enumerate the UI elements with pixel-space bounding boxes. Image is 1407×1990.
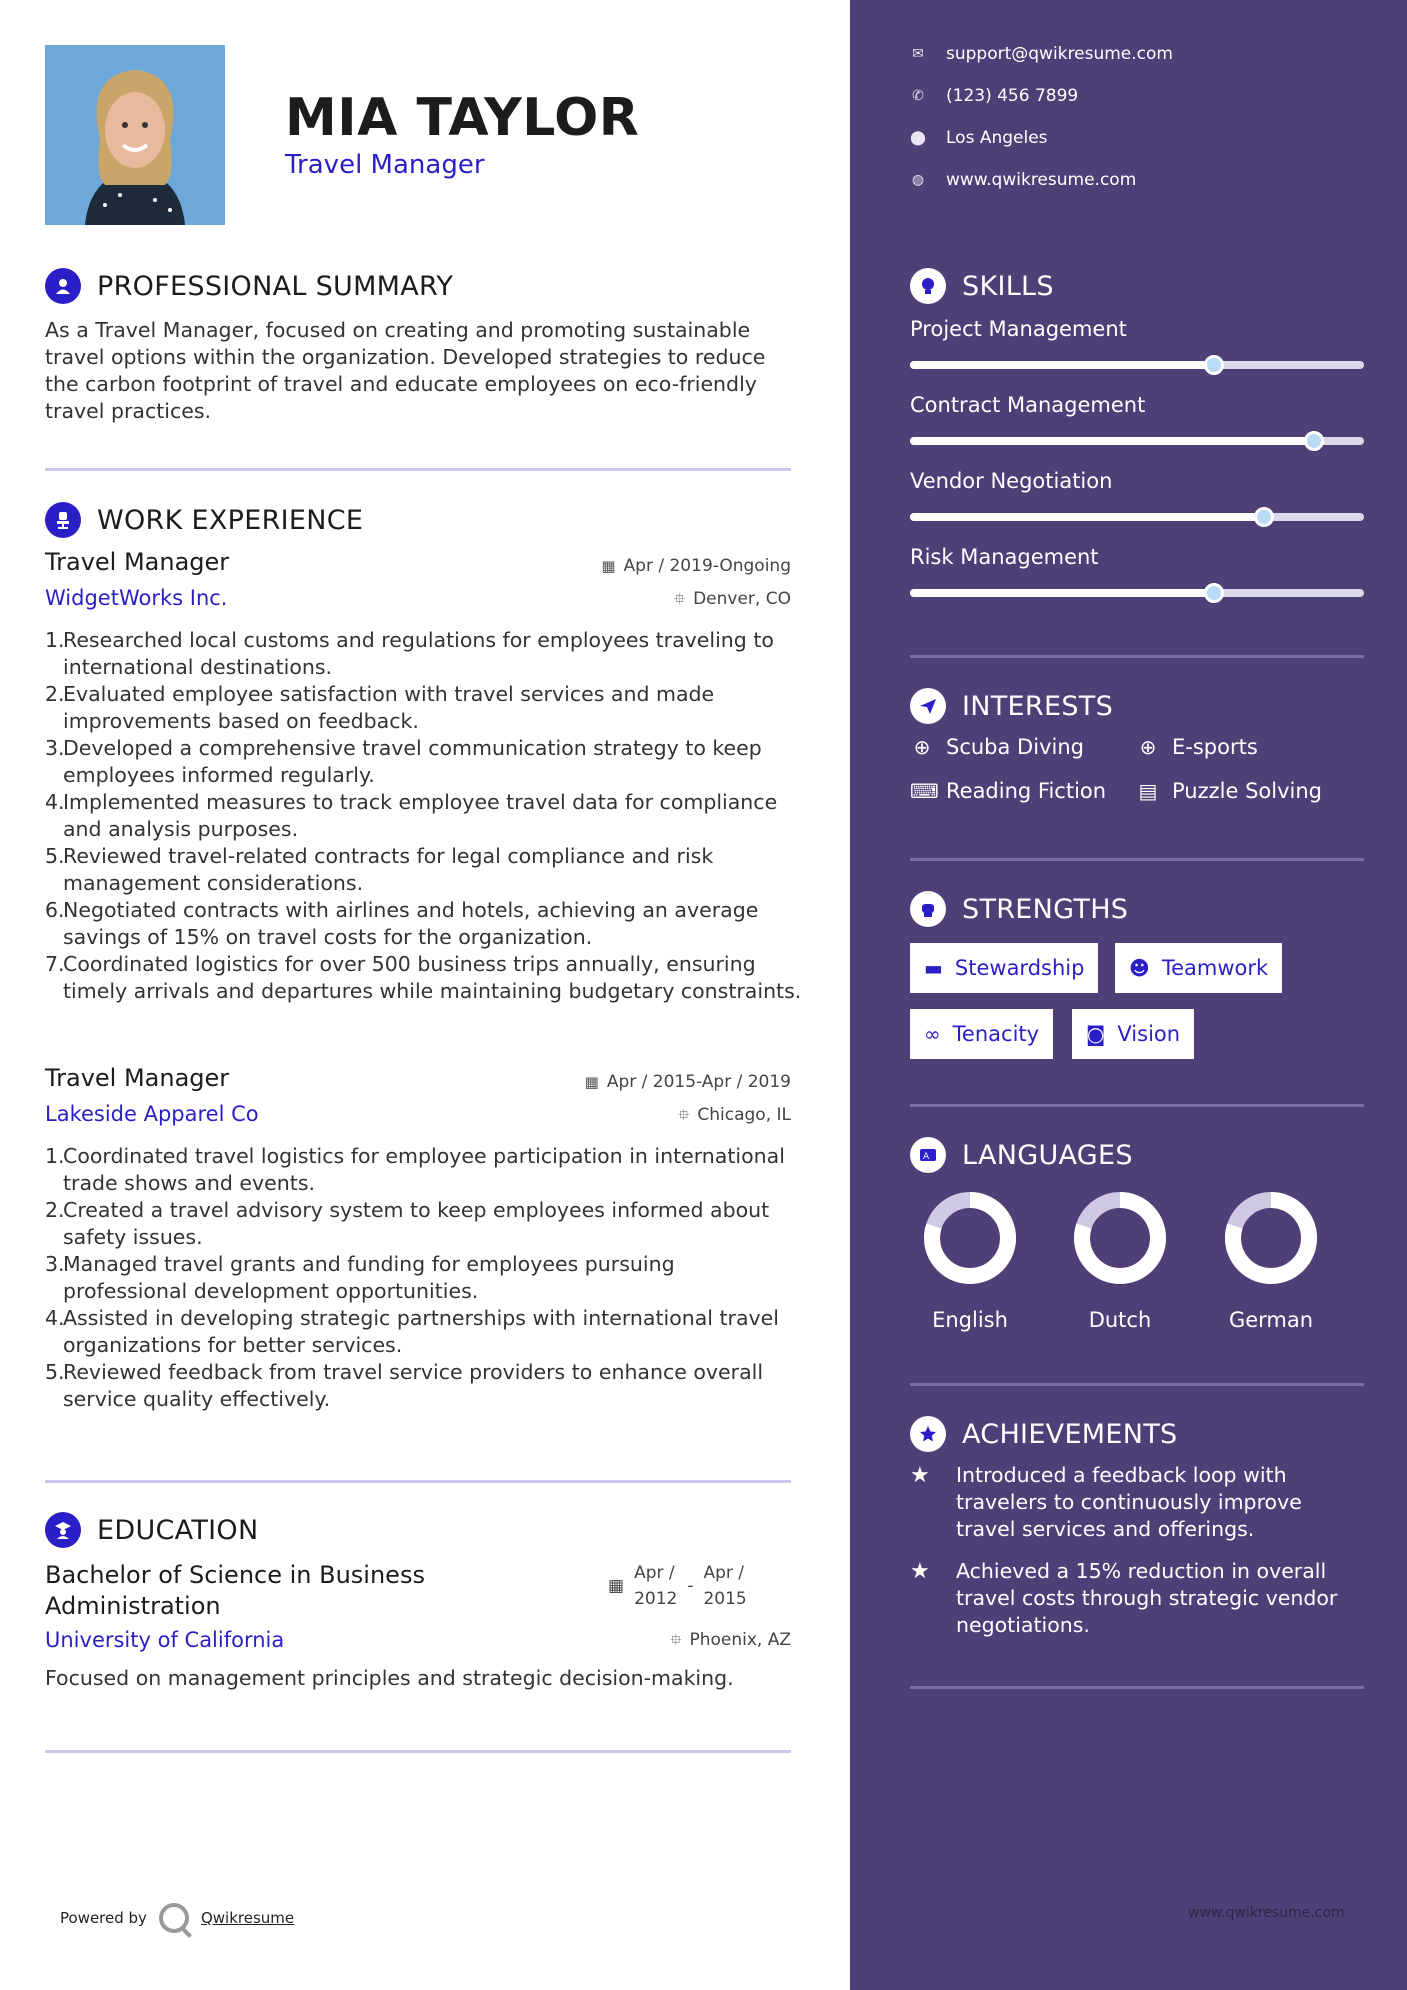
end-month: Apr / bbox=[703, 1563, 745, 1583]
calendar-icon: ▦ bbox=[584, 1073, 599, 1091]
users-icon: ☻ bbox=[1129, 956, 1150, 980]
strengths-title: STRENGTHS bbox=[962, 893, 1129, 925]
lifebuoy-icon: ⊕ bbox=[1139, 735, 1157, 759]
list-item: Developed a comprehensive travel communication strategy to keep employees informed regularly. bbox=[63, 736, 762, 787]
skill-knob bbox=[1304, 431, 1324, 451]
fist-icon bbox=[910, 891, 946, 927]
strength-chip bbox=[910, 1009, 1053, 1059]
education-heading bbox=[45, 1512, 258, 1548]
skill-fill bbox=[910, 513, 1264, 521]
book-icon: ▤ bbox=[1138, 779, 1158, 803]
contact-website[interactable] bbox=[910, 170, 1136, 190]
section-divider bbox=[910, 858, 1364, 861]
achievement-item bbox=[910, 1462, 1364, 1543]
contact-website-text: www.qwikresume.com bbox=[946, 170, 1137, 190]
interest-label: Scuba Diving bbox=[946, 735, 1084, 759]
person-role: Travel Manager bbox=[285, 150, 485, 180]
powered-by bbox=[60, 1903, 294, 1933]
company-name: WidgetWorks Inc. bbox=[45, 586, 228, 610]
interest-item bbox=[910, 735, 1084, 759]
powered-by-label: Powered by bbox=[60, 1909, 147, 1927]
job-bullets bbox=[45, 627, 805, 1005]
section-divider bbox=[45, 1750, 791, 1753]
degree-line: Administration bbox=[45, 1592, 221, 1620]
school-name: University of California bbox=[45, 1628, 285, 1652]
job-dates-text: Apr / 2019-Ongoing bbox=[623, 556, 791, 576]
lifebuoy-icon: ⊕ bbox=[913, 735, 931, 759]
degree-line: Bachelor of Science in Business bbox=[45, 1561, 425, 1589]
strength-label: Tenacity bbox=[952, 1022, 1040, 1046]
contact-phone[interactable] bbox=[910, 86, 1078, 106]
section-divider bbox=[45, 468, 791, 471]
skill-name: Contract Management bbox=[910, 393, 1146, 417]
skill-fill bbox=[910, 437, 1314, 445]
list-item: Created a travel advisory system to keep employees informed about safety issues. bbox=[63, 1198, 770, 1249]
interest-item bbox=[910, 779, 1106, 803]
start-year: 2012 bbox=[634, 1589, 678, 1609]
list-item: Implemented measures to track employee travel data for compliance and analysis purposes. bbox=[63, 790, 778, 841]
interests-title: INTERESTS bbox=[962, 690, 1114, 722]
summary-text: As a Travel Manager, focused on creating and promoting sustainable travel options within the organization. Developed strategies to reduce the carbon footprint of travel and educate employees on eco-friendly travel practices. bbox=[45, 318, 766, 423]
language-ring bbox=[1223, 1190, 1319, 1286]
gamepad-icon: ⌨ bbox=[910, 779, 939, 803]
strength-chip bbox=[1072, 1009, 1194, 1059]
skill-fill bbox=[910, 589, 1214, 597]
job-title: Travel Manager bbox=[45, 1064, 230, 1092]
skill-name: Risk Management bbox=[910, 545, 1099, 569]
date-dash: - bbox=[687, 1576, 694, 1596]
skills-title: SKILLS bbox=[962, 270, 1054, 302]
experience-heading bbox=[45, 502, 363, 538]
interest-label: Puzzle Solving bbox=[1172, 779, 1322, 803]
language-icon bbox=[910, 1137, 946, 1173]
section-divider bbox=[910, 1104, 1364, 1107]
globe-icon: ◍ bbox=[911, 172, 925, 188]
list-item: Reviewed travel-related contracts for legal compliance and risk management considerations. bbox=[63, 844, 714, 895]
language-ring bbox=[922, 1190, 1018, 1286]
end-year: 2015 bbox=[703, 1589, 747, 1609]
skill-knob bbox=[1254, 507, 1274, 527]
skill-name: Vendor Negotiation bbox=[910, 469, 1113, 493]
list-item: Negotiated contracts with airlines and hotels, achieving an average savings of 15% on travel costs for the organization. bbox=[63, 898, 759, 949]
achievements-heading bbox=[910, 1416, 1178, 1452]
skills-heading bbox=[910, 268, 1054, 304]
qwikresume-logo-icon bbox=[159, 1903, 189, 1933]
education-title: EDUCATION bbox=[97, 1514, 259, 1546]
section-divider bbox=[45, 1480, 791, 1483]
summary-title: PROFESSIONAL SUMMARY bbox=[97, 270, 454, 302]
job-location bbox=[674, 589, 791, 614]
list-item: Reviewed feedback from travel service providers to enhance overall service quality effectively. bbox=[63, 1360, 764, 1411]
achievement-item bbox=[910, 1558, 1364, 1639]
job-bullets bbox=[45, 1143, 805, 1413]
svg-text:A: A bbox=[923, 1152, 930, 1162]
language-ring bbox=[1072, 1190, 1168, 1286]
list-item: Evaluated employee satisfaction with travel services and made improvements based on feedback. bbox=[63, 682, 715, 733]
language-item bbox=[905, 1190, 1035, 1332]
language-label: Dutch bbox=[1088, 1308, 1152, 1332]
languages-heading bbox=[910, 1137, 1133, 1173]
job-location bbox=[678, 1105, 791, 1130]
start-date bbox=[634, 1560, 677, 1612]
brand-link[interactable]: Qwikresume bbox=[200, 1909, 295, 1927]
calendar-icon: ▦ bbox=[601, 557, 616, 575]
pin-icon: ⯐ bbox=[670, 1631, 682, 1649]
shooting-star-icon: ★ bbox=[910, 1463, 930, 1488]
achievement-text: Achieved a 15% reduction in overall travel costs through strategic vendor negotiations. bbox=[956, 1559, 1338, 1637]
summary-heading bbox=[45, 268, 453, 304]
calendar-icon: ▦ bbox=[608, 1576, 625, 1596]
skill-bar bbox=[910, 589, 1364, 597]
strengths-heading bbox=[910, 891, 1128, 927]
start-month: Apr / bbox=[634, 1563, 675, 1583]
interest-item bbox=[1136, 735, 1258, 759]
strength-label: Teamwork bbox=[1161, 956, 1269, 980]
job-dates-text: Apr / 2015-Apr / 2019 bbox=[606, 1072, 791, 1092]
link-icon: ∞ bbox=[924, 1022, 941, 1046]
job-title: Travel Manager bbox=[45, 548, 230, 576]
binoculars-icon: ◙ bbox=[1086, 1022, 1106, 1046]
education-dates bbox=[608, 1560, 747, 1612]
achievement-text: Introduced a feedback loop with travelers to continuously improve travel services and offerings. bbox=[956, 1463, 1302, 1541]
experience-title: WORK EXPERIENCE bbox=[97, 504, 364, 536]
company-name: Lakeside Apparel Co bbox=[45, 1102, 259, 1126]
star-badge-icon bbox=[910, 1416, 946, 1452]
job-location-text: Chicago, IL bbox=[697, 1105, 791, 1125]
education-location-text: Phoenix, AZ bbox=[689, 1630, 791, 1650]
interest-label: Reading Fiction bbox=[946, 779, 1107, 803]
interest-label: E-sports bbox=[1172, 735, 1258, 759]
job-dates bbox=[601, 556, 791, 576]
language-item bbox=[1055, 1190, 1185, 1332]
list-item: Coordinated travel logistics for employee participation in international trade shows and events. bbox=[63, 1144, 785, 1195]
user-icon bbox=[45, 268, 81, 304]
office-chair-icon bbox=[45, 502, 81, 538]
shooting-star-icon: ★ bbox=[910, 1559, 930, 1584]
section-divider bbox=[910, 655, 1364, 658]
pin-icon: ⯐ bbox=[673, 590, 686, 608]
paper-plane-icon bbox=[910, 688, 946, 724]
interest-item bbox=[1136, 779, 1322, 803]
degree-title bbox=[45, 1560, 425, 1622]
contact-location-text: Los Angeles bbox=[946, 128, 1048, 148]
language-label: German bbox=[1228, 1308, 1314, 1332]
achievements-title: ACHIEVEMENTS bbox=[962, 1418, 1178, 1450]
graduate-icon bbox=[45, 1512, 81, 1548]
list-item: Coordinated logistics for over 500 business trips annually, ensuring timely arrivals and departures while maintaining budgetary constraints. bbox=[63, 952, 802, 1003]
lightbulb-icon bbox=[910, 268, 946, 304]
list-item: Assisted in developing strategic partnerships with international travel organizations for better services. bbox=[63, 1306, 779, 1357]
skill-name: Project Management bbox=[910, 317, 1127, 341]
language-item bbox=[1206, 1190, 1336, 1332]
contact-email-text: support@qwikresume.com bbox=[946, 44, 1173, 64]
contact-location bbox=[910, 128, 1048, 148]
briefcase-icon: ▬ bbox=[924, 956, 943, 980]
contact-phone-text: (123) 456 7899 bbox=[946, 86, 1079, 106]
strength-chip bbox=[1115, 943, 1282, 993]
strength-label: Stewardship bbox=[954, 956, 1085, 980]
job-dates bbox=[585, 1072, 791, 1092]
education-text: Focused on management principles and strategic decision-making. bbox=[45, 1666, 734, 1690]
languages-title: LANGUAGES bbox=[962, 1139, 1133, 1171]
skill-bar bbox=[910, 361, 1364, 369]
list-item: Managed travel grants and funding for employees pursuing professional development opportunities. bbox=[63, 1252, 675, 1303]
skill-bar bbox=[910, 513, 1364, 521]
envelope-icon: ✉ bbox=[912, 46, 924, 62]
strength-chip bbox=[910, 943, 1098, 993]
pin-icon: ⯐ bbox=[678, 1106, 690, 1124]
language-label: English bbox=[932, 1308, 1008, 1332]
profile-photo bbox=[45, 45, 225, 225]
end-date bbox=[703, 1560, 746, 1612]
education-location bbox=[670, 1630, 791, 1655]
person-name: MIA TAYLOR bbox=[285, 88, 640, 148]
list-item: Researched local customs and regulations for employees traveling to international destinations. bbox=[63, 628, 774, 679]
map-pin-icon: ⬤ bbox=[910, 130, 926, 146]
skill-bar bbox=[910, 437, 1364, 445]
phone-icon: ✆ bbox=[912, 88, 924, 104]
skill-fill bbox=[910, 361, 1214, 369]
job-location-text: Denver, CO bbox=[693, 589, 791, 609]
section-divider bbox=[910, 1383, 1364, 1386]
strength-label: Vision bbox=[1117, 1022, 1181, 1046]
section-divider bbox=[910, 1686, 1364, 1689]
footer-website[interactable]: www.qwikresume.com bbox=[1188, 1905, 1345, 1921]
interests-heading bbox=[910, 688, 1113, 724]
contact-email[interactable] bbox=[910, 44, 1173, 64]
